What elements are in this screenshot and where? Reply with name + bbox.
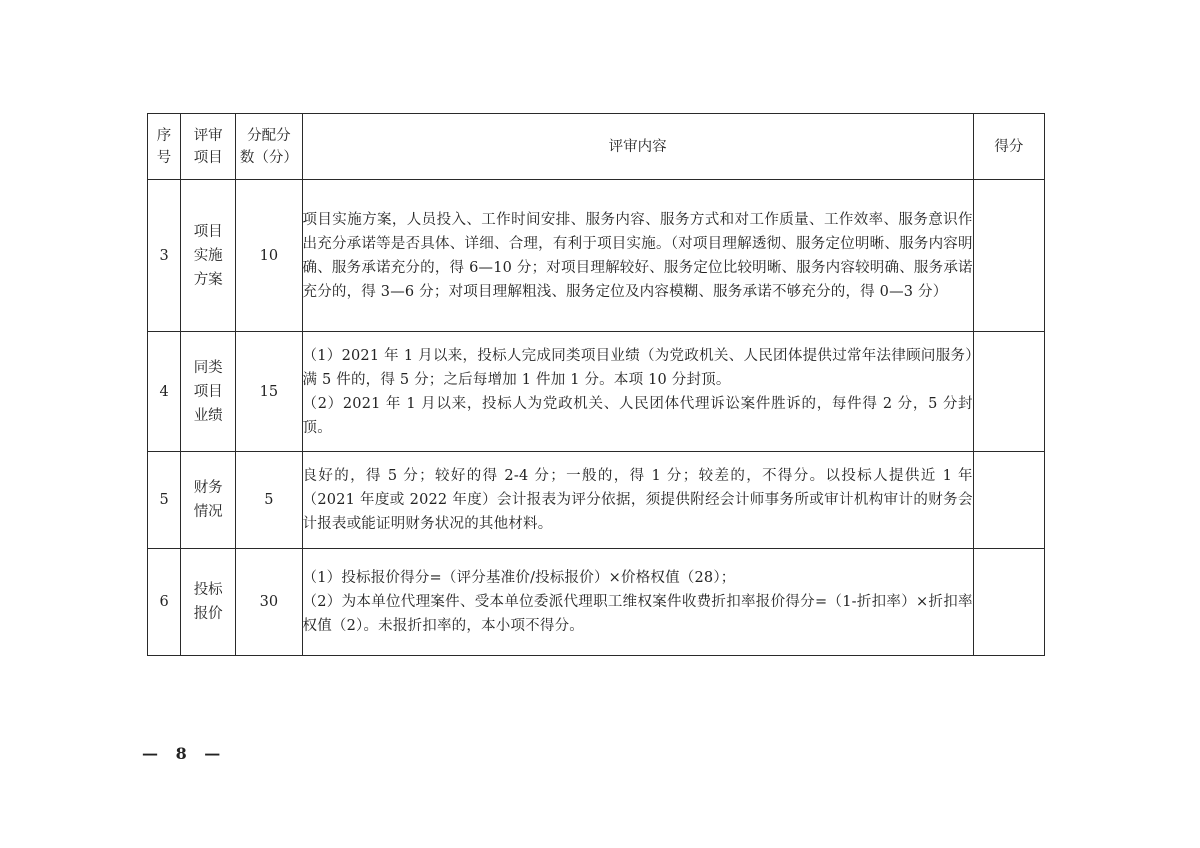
row-number: 4 <box>148 332 181 452</box>
header-review-content: 评审内容 <box>302 114 973 180</box>
row-points: 15 <box>236 332 302 452</box>
header-score: 得分 <box>973 114 1044 180</box>
table-header-row <box>148 114 1045 180</box>
table-row <box>148 332 1045 452</box>
row-score-cell <box>973 549 1044 656</box>
row-number: 6 <box>148 549 181 656</box>
row-points: 5 <box>236 452 302 549</box>
row-number: 5 <box>148 452 181 549</box>
page-number: — 8 — <box>142 744 227 763</box>
row-content: （1）2021 年 1 月以来，投标人完成同类项目业绩（为党政机关、人民团体提供过常年法律顾问服务）满 5 件的，得 5 分；之后每增加 1 件加 1 分。本项 10 分封顶。 （2）2021 年 1 月以来，投标人为党政机关、人民团体代理诉讼案件胜诉的，每件得 2 分，5 分封顶。 <box>302 332 973 452</box>
header-serial-number: 序 号 <box>148 114 181 180</box>
row-item: 项目 实施 方案 <box>181 180 236 332</box>
row-content: 项目实施方案，人员投入、工作时间安排、服务内容、服务方式和对工作质量、工作效率、服务意识作出充分承诺等是否具体、详细、合理，有利于项目实施。（对项目理解透彻、服务定位明晰、服务内容明确、服务承诺充分的，得 6—10 分；对项目理解较好、服务定位比较明晰、服务内容较明确、服务承诺充分的，得 3—6 分；对项目理解粗浅、服务定位及内容模糊、服务承诺不够充分的，得 0—3 分） <box>302 180 973 332</box>
header-review-item: 评审 项目 <box>181 114 236 180</box>
row-points: 10 <box>236 180 302 332</box>
row-score-cell <box>973 452 1044 549</box>
row-points: 30 <box>236 549 302 656</box>
row-number: 3 <box>148 180 181 332</box>
table-row <box>148 452 1045 549</box>
row-content: （1）投标报价得分=（评分基准价/投标报价）×价格权值（28）； （2）为本单位代理案件、受本单位委派代理职工维权案件收费折扣率报价得分=（1-折扣率）×折扣率权值（2）。未报折扣率的，本小项不得分。 <box>302 549 973 656</box>
row-item: 投标 报价 <box>181 549 236 656</box>
row-score-cell <box>973 332 1044 452</box>
row-item: 财务 情况 <box>181 452 236 549</box>
table-row <box>148 549 1045 656</box>
row-score-cell <box>973 180 1044 332</box>
row-content: 良好的，得 5 分；较好的得 2-4 分；一般的，得 1 分；较差的，不得分。以投标人提供近 1 年（2021 年度或 2022 年度）会计报表为评分依据，须提供附经会计师事务所或审计机构审计的财务会计报表或能证明财务状况的其他材料。 <box>302 452 973 549</box>
table-row <box>148 180 1045 332</box>
scoring-table <box>147 113 1045 656</box>
header-allocated-points: 分配分 数（分） <box>236 114 302 180</box>
row-item: 同类 项目 业绩 <box>181 332 236 452</box>
